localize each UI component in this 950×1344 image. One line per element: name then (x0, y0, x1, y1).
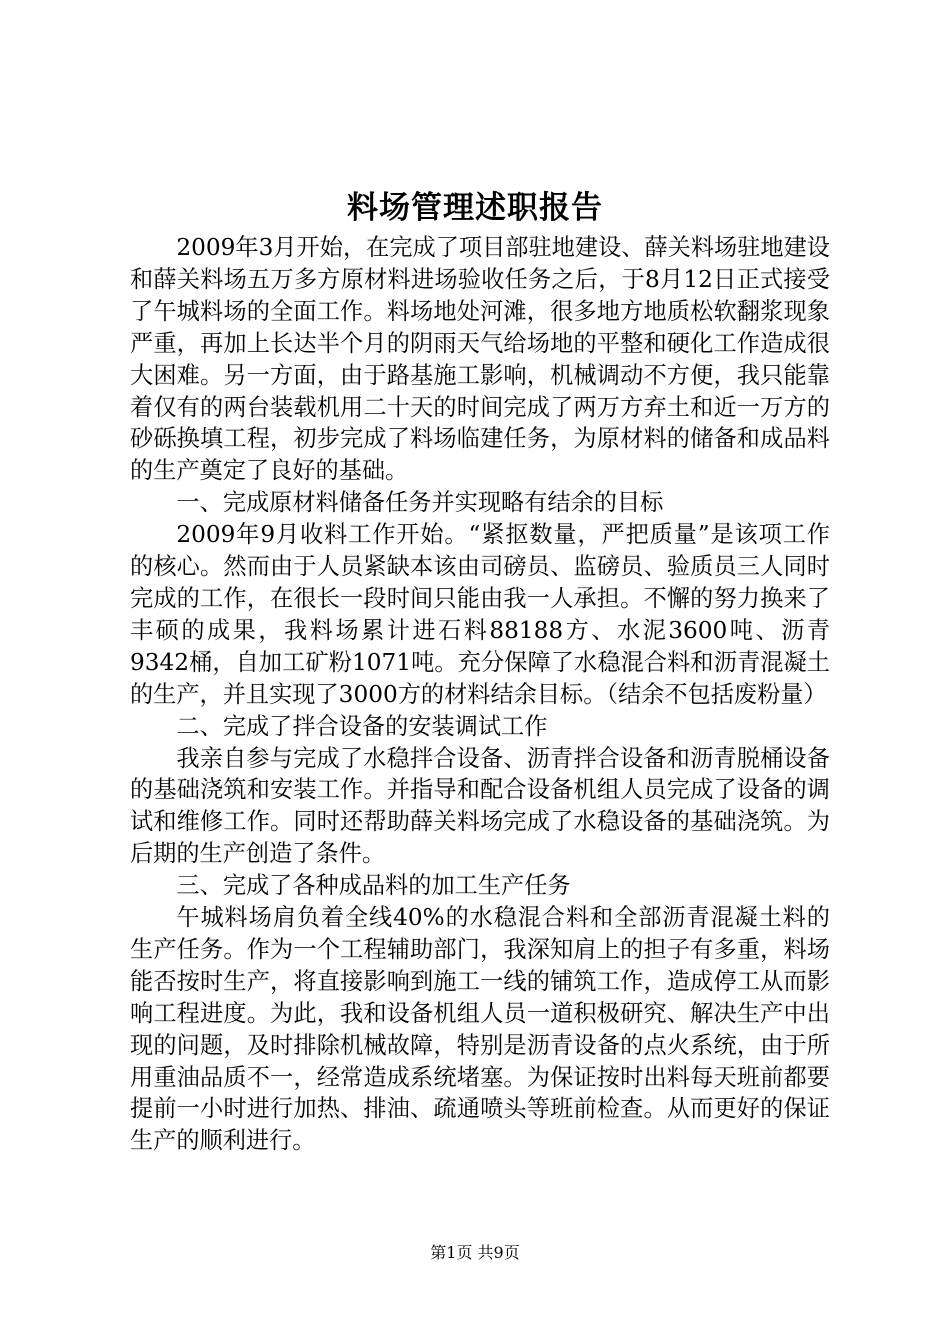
section-heading-2: 二、完成了拌合设备的安装调试工作 (176, 712, 548, 740)
section-paragraph-1: 2009年9月收料工作开始。“紧抠数量，严把质量”是该项工作的核心。然而由于人员紧缺本该由司磅员、监磅员、验质员三人同时完成的工作，在很长一段时间只能由我一人承担。不懈的努力换来了丰硕的成果，我料场累计进石料88188方、水泥3600吨、沥青9342桶，自加工矿粉1071吨。充分保障了水稳混合料和沥青混凝土的生产，并且实现了3000方的材料结余目标。（结余不包括废粉量） (130, 521, 830, 708)
section-paragraph-2: 我亲自参与完成了水稳拌合设备、沥青拌合设备和沥青脱桶设备的基础浇筑和安装工作。并指导和配合设备机组人员完成了设备的调试和维修工作。同时还帮助薛关料场完成了水稳设备的基础浇筑。为后期的生产创造了条件。 (130, 744, 830, 868)
intro-paragraph: 2009年3月开始，在完成了项目部驻地建设、薛关料场驻地建设和薛关料场五万多方原材料进场验收任务之后，于8月12日正式接受了午城料场的全面工作。料场地处河滩，很多地方地质松软翻浆现象严重，再加上长达半个月的阴雨天气给场地的平整和硬化工作造成很大困难。另一方面，由于路基施工影响，机械调动不方便，我只能靠着仅有的两台装载机用二十天的时间完成了两万方弃土和近一万方的砂砾换填工程，初步完成了料场临建任务，为原材料的储备和成品料的生产奠定了良好的基础。 (130, 234, 830, 485)
section-heading-1: 一、完成原材料储备任务并实现略有结余的目标 (176, 489, 664, 517)
section-heading-3: 三、完成了各种成品料的加工生产任务 (176, 872, 571, 900)
document-title: 料场管理述职报告 (347, 190, 603, 226)
page-footer: 第1页 共9页 (430, 1243, 520, 1262)
section-paragraph-3: 午城料场肩负着全线40%的水稳混合料和全部沥青混凝土料的生产任务。作为一个工程辅助部门，我深知肩上的担子有多重，料场能否按时生产，将直接影响到施工一线的铺筑工作，造成停工从而影响工程进度。为此，我和设备机组人员一道积极研究、解决生产中出现的问题，及时排除机械故障，特别是沥青设备的点火系统，由于所用重油品质不一，经常造成系统堵塞。为保证按时出料每天班前都要提前一小时进行加热、排油、疏通喷头等班前检查。从而更好的保证生产的顺利进行。 (130, 904, 830, 1155)
document-body (130, 232, 830, 1157)
